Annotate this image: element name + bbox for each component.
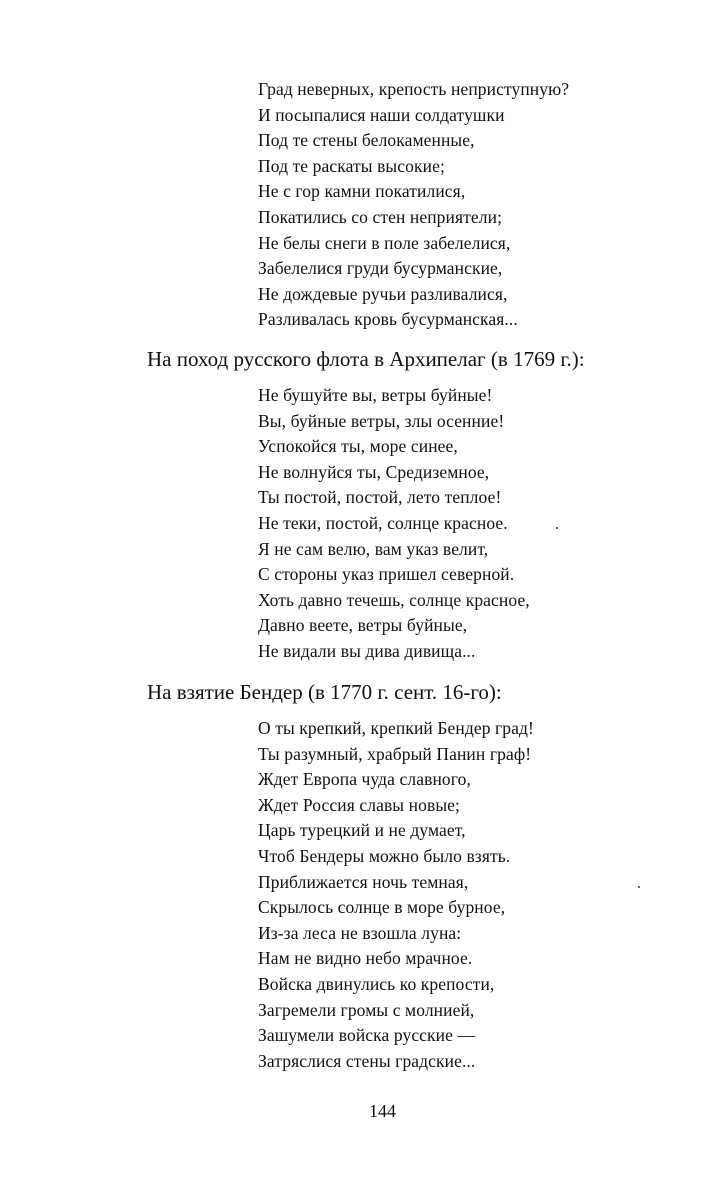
poem-line: Чтоб Бендеры можно было взять. (258, 845, 511, 866)
poem-line: Не с гор камни покатилися, (258, 181, 466, 202)
poem-line: Приближается ночь темная, (258, 871, 469, 892)
poem-line: Ждет Европа чуда славного, (258, 769, 471, 790)
print-speck (556, 527, 558, 529)
poem-stanza-bender (258, 716, 534, 1074)
poem-line: И посыпалися наши солдатушки (258, 104, 505, 125)
poem-line: Не теки, постой, солнце красное. (258, 512, 508, 533)
poem-line: Загремели громы с молнией, (258, 999, 475, 1020)
poem-line: Забелелися груди бусурманские, (258, 258, 503, 279)
section-heading-bender: На взятие Бендер (в 1770 г. сент. 16-го): (147, 680, 502, 704)
poem-line: Под те раскаты высокие; (258, 155, 445, 176)
poem-line: Не дождевые ручьи разливалися, (258, 283, 508, 304)
poem-line: Зашумели войска русские — (258, 1025, 476, 1046)
poem-line: Не волнуйся ты, Средиземное, (258, 461, 490, 482)
poem-line: Разливалась кровь бусурманская... (258, 309, 518, 330)
page-number: 144 (369, 1101, 396, 1121)
poem-line: Скрылось солнце в море бурное, (258, 897, 506, 918)
poem-line: Нам не видно небо мрачное. (258, 948, 473, 969)
poem-line: Не видали вы дива дивища... (258, 640, 476, 661)
poem-line: Град неверных, крепость неприступную? (258, 79, 570, 99)
poem-stanza-archipelago (258, 383, 530, 665)
poem-line: Из-за леса не взошла луна: (258, 922, 462, 943)
section-heading-archipelago: На поход русского флота в Архипелаг (в 1769 г.): (147, 347, 585, 371)
print-speck (638, 886, 640, 888)
poem-line: Не бушуйте вы, ветры буйные! (258, 385, 493, 405)
poem-line: Войска двинулись ко крепости, (258, 973, 495, 994)
poem-line: Покатились со стен неприятели; (258, 206, 503, 227)
poem-line: Не белы снеги в поле забелелися, (258, 232, 511, 253)
poem-line: Вы, буйные ветры, злы осенние! (258, 410, 505, 431)
poem-line: Я не сам велю, вам указ велит, (258, 538, 489, 559)
poem-line: Ты разумный, храбрый Панин граф! (258, 743, 532, 764)
poem-line: Под те стены белокаменные, (258, 130, 475, 151)
poem-line: Давно веете, ветры буйные, (258, 615, 468, 636)
poem-line: Ты постой, постой, лето теплое! (258, 487, 502, 508)
poem-line: Хоть давно течешь, солнце красное, (258, 589, 530, 610)
poem-line: О ты крепкий, крепкий Бендер град! (258, 718, 534, 738)
poem-line: Затряслися стены градские... (258, 1050, 476, 1071)
poem-line: Царь турецкий и не думает, (258, 820, 466, 841)
poem-stanza-continuation (258, 77, 569, 333)
poem-line: Ждет Россия славы новые; (258, 794, 461, 815)
poem-line: С стороны указ пришел северной. (258, 564, 515, 585)
poem-line: Успокойся ты, море синее, (258, 436, 458, 457)
